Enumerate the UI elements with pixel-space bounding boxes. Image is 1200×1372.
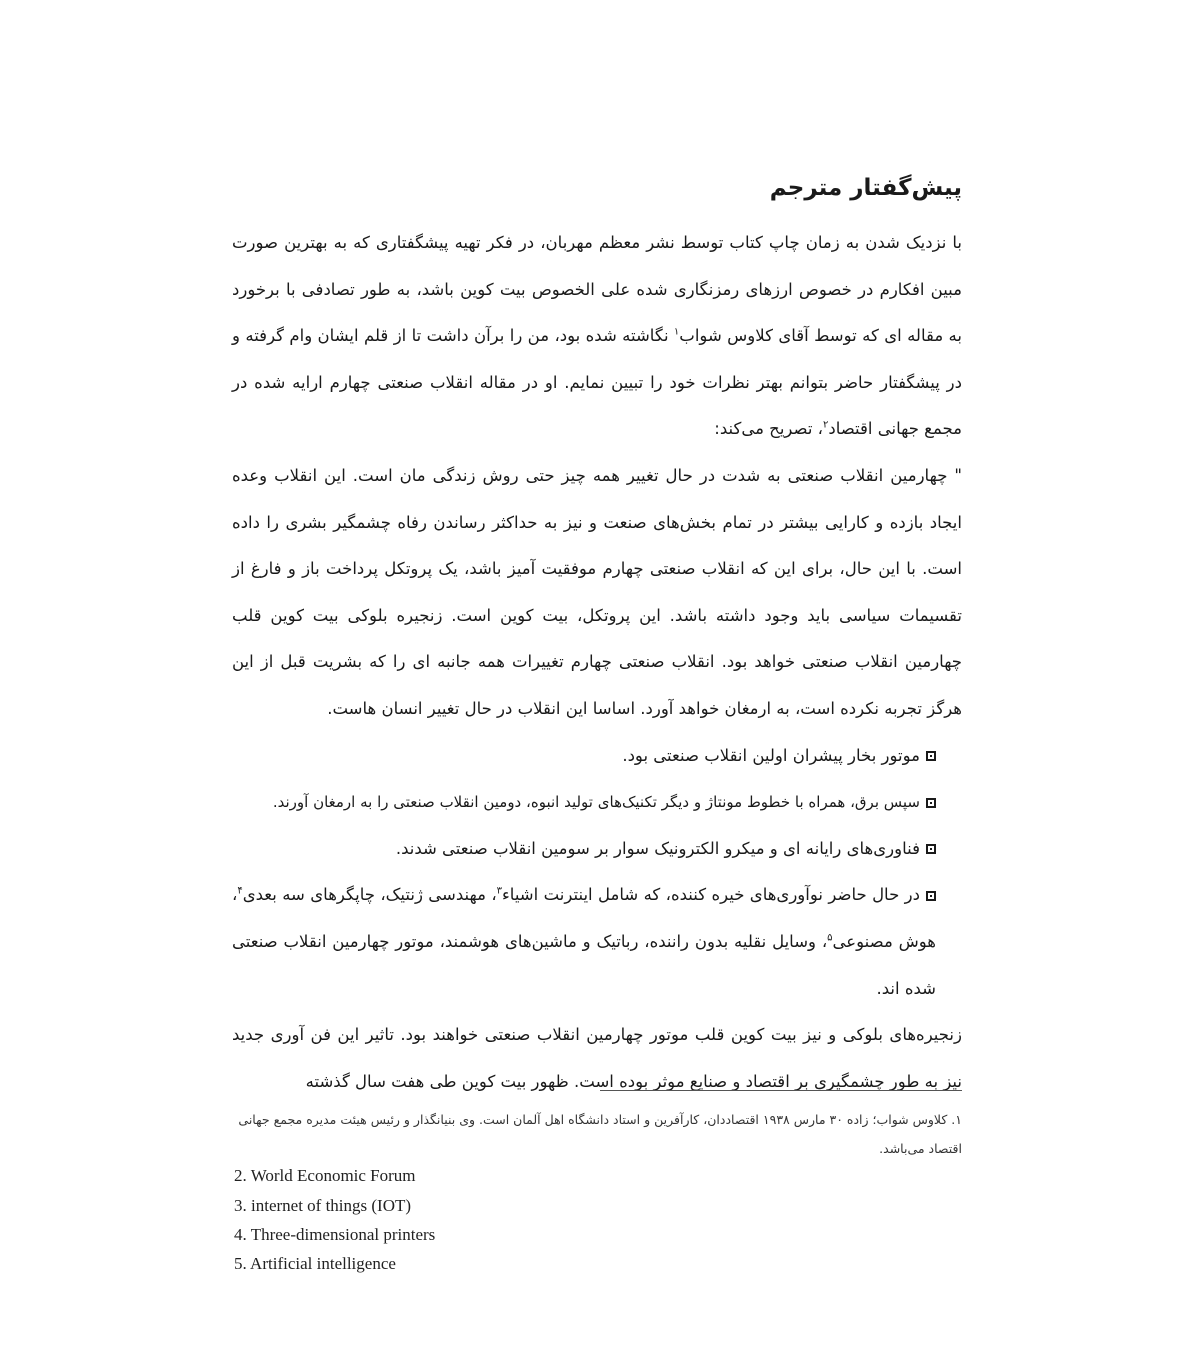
bullet-item-3 (232, 826, 936, 873)
intro-text-3: ، تصریح می‌کند: (714, 419, 823, 439)
bullet-item-4 (232, 872, 936, 1012)
bullet-text-4b: ، مهندسی ژنتیک، چاپگرهای سه بعدی (242, 885, 497, 905)
footnote-ref-3: ۳ (496, 885, 503, 897)
bullet-list (232, 733, 962, 1013)
bullet-text-4d: ، وسایل نقلیه بدون راننده، رباتیک و ماشین‌های هوشمند، موتور چهارمین انقلاب صنعتی شده اند. (232, 931, 936, 998)
intro-text-1: با نزدیک شدن به زمان چاپ کتاب توسط نشر معظم مهربان، در فکر تهیه پیشگفتاری که به بهترین صورت مبین افکارم در خصوص ارزهای رمزنگاری شده علی الخصوص بیت کوین باشد، به طور تصادفی با برخورد به مقاله ای که توسط آقای کلاوس شواب (232, 233, 962, 346)
bullet-text-3: فناوری‌های رایانه ای و میکرو الکترونیک سوار بر سومین انقلاب صنعتی شدند. (395, 838, 920, 858)
footnote-ref-2: ۲ (823, 419, 829, 431)
bullet-text-2: سپس برق، همراه با خطوط مونتاژ و دیگر تکنیک‌های تولید انبوه، دومین انقلاب صنعتی را به ارمغان آورند. (272, 793, 920, 812)
square-bullet-icon (926, 844, 936, 854)
quote-paragraph: " چهارمین انقلاب صنعتی به شدت در حال تغییر همه چیز حتی روش زندگی مان است. این انقلاب وعده ایجاد بازده و کارایی بیشتر در تمام بخش‌های صنعت و نیز به حداکثر رساندن رفاه چشمگیر بشری را داده است. با این حال، برای این که انقلاب صنعتی چهارم موفقیت آمیز باشد، یک پروتکل پرداخت باز و فارغ از تقسیمات سیاسی باید وجود داشته باشد. این پروتکل، بیت کوین است. زنجیره بلوکی بیت کوین قلب چهارمین انقلاب صنعتی خواهد بود. انقلاب صنعتی چهارم تغییرات همه جانبه ای را که بشریت قبل از این هرگز تجربه نکرده است، به ارمغان خواهد آورد. اساسا این انقلاب در حال تغییر انسان هاست. (232, 465, 962, 718)
footnote-3: 3. internet of things (IOT) (234, 1196, 412, 1215)
intro-paragraph (232, 220, 962, 453)
footnote-2: 2. World Economic Forum (234, 1166, 416, 1185)
page-title: پیش‌گفتار مترجم (769, 175, 962, 201)
closing-paragraph: زنجیره‌های بلوکی و نیز بیت کوین قلب موتور چهارمین انقلاب صنعتی خواهند بود. تاثیر این فن آوری جدید نیز به طور چشمگیری بر اقتصاد و صنایع موثر بوده است. ظهور بیت کوین طی هفت سال گذشته (232, 1025, 962, 1091)
footnote-5: 5. Artificial intelligence (234, 1254, 396, 1273)
footnote-divider (600, 1090, 962, 1091)
square-bullet-icon (926, 751, 936, 761)
square-bullet-icon (926, 891, 936, 901)
bullet-text-4a: در حال حاضر نوآوری‌های خیره کننده، که شامل اینترنت اشیاء (502, 885, 920, 905)
bullet-item-1 (232, 733, 936, 780)
footnote-4: 4. Three-dimensional printers (234, 1225, 436, 1244)
bullet-item-2 (232, 779, 936, 826)
footnote-ref-5: ۵ (827, 932, 833, 944)
bullet-text-1: موتور بخار پیشران اولین انقلاب صنعتی بود. (622, 745, 920, 765)
footnote-ref-1: ۱ (673, 326, 680, 338)
footnote-ref-4: ۴ (237, 885, 243, 897)
footnote-1: ۱. کلاوس شواب؛ زاده ۳۰ مارس ۱۹۳۸ اقتصاددان، کارآفرین و استاد دانشگاه اهل آلمان است. وی بنیانگذار و رئیس هیئت مدیره مجمع جهانی اقتصاد می‌باشد. (238, 1112, 962, 1156)
intro-text-2: نگاشته شده بود، من را برآن داشت تا از قلم ایشان وام گرفته و در پیشگفتار حاضر بتوانم بهتر نظرات خود را تبیین نمایم. او در مقاله انقلاب صنعتی چهارم ارایه شده در مجمع جهانی اقتصاد (232, 326, 962, 439)
square-bullet-icon (926, 798, 936, 808)
bullet-text-4c: ، هوش مصنوعی (232, 885, 937, 951)
main-text (232, 220, 962, 1105)
